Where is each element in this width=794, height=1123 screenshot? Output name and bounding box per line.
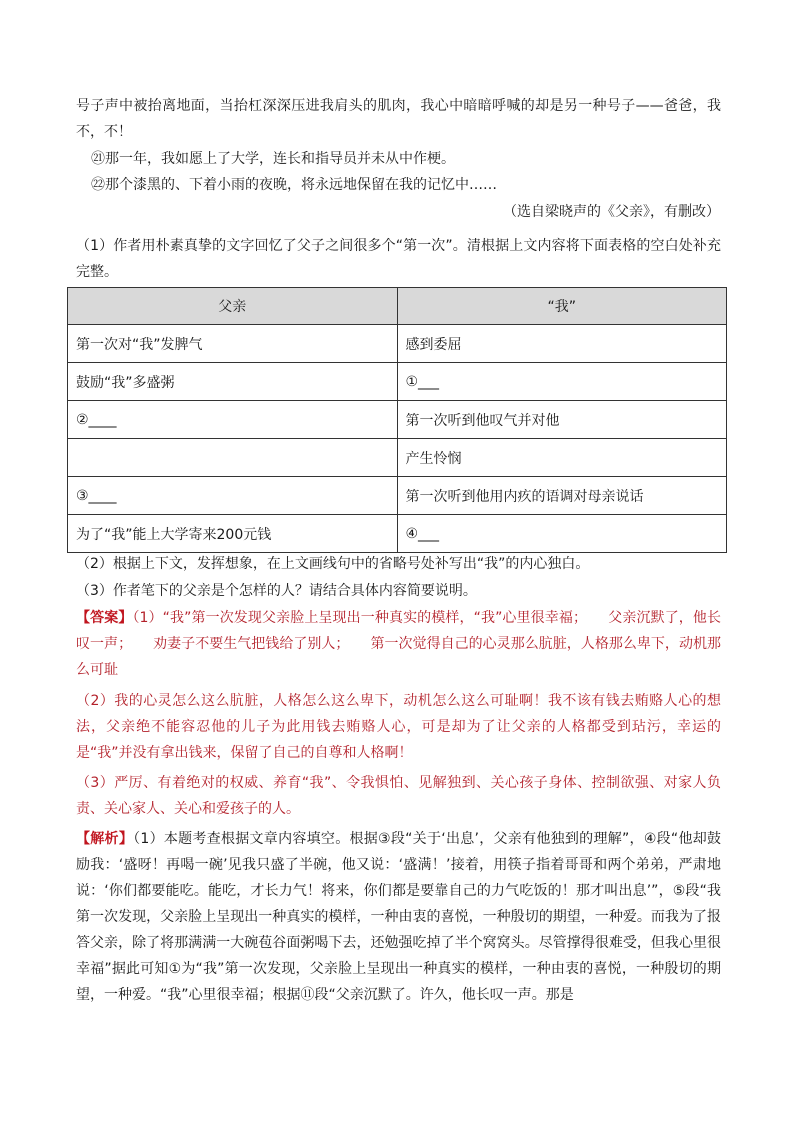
table-cell: ③____ — [68, 477, 398, 515]
table-header-row — [68, 288, 727, 325]
table-row — [68, 325, 727, 363]
answer-part-3: （3）严厉、有着绝对的权威、养育“我”、令我惧怕、见解独到、关心孩子身体、控制欲强、对家人负责、关心家人、关心和爱孩子的人。 — [76, 775, 721, 817]
table-cell: ①___ — [397, 363, 727, 401]
header-father: 父亲 — [68, 288, 398, 325]
table-row — [68, 401, 727, 439]
table-row — [68, 515, 727, 553]
table-cell: 感到委屈 — [397, 325, 727, 363]
table-cell: 产生怜悯 — [397, 439, 727, 477]
answer-part-2: （2）我的心灵怎么这么肮脏，人格怎么这么卑下，动机怎么这么可耻啊！我不该有钱去贿赂人心的想法，父亲绝不能容忍他的儿子为此用钱去贿赂人心，可是却为了让父亲的人格都受到玷污，幸运的是“我”并没有拿出钱来，保留了自己的自尊和人格啊！ — [76, 693, 721, 761]
table-cell: 第一次听到他叹气并对他 — [397, 401, 727, 439]
table-row — [68, 363, 727, 401]
analysis-block — [76, 826, 721, 1008]
question-1: （1）作者用朴素真挚的文字回忆了父子之间很多个“第一次”。清根据上文内容将下面表格的空白处补充完整。 — [76, 238, 721, 280]
passage-line: 号子声中被抬离地面，当抬杠深深压进我肩头的肌肉，我心中暗暗呼喊的却是另一种号子——爸爸，我不，不！ — [76, 98, 721, 140]
table-row — [68, 439, 727, 477]
table-row — [68, 477, 727, 515]
answer-block — [76, 605, 721, 683]
table-cell — [68, 439, 398, 477]
table-cell: 第一次听到他用内疚的语调对母亲说话 — [397, 477, 727, 515]
passage-paragraph-22: ㉒那个漆黑的、下着小雨的夜晚，将永远地保留在我的记忆中…… — [91, 177, 497, 193]
table-cell: 第一次对“我”发脾气 — [68, 325, 398, 363]
table-cell: 鼓励“我”多盛粥 — [68, 363, 398, 401]
table-cell: ②____ — [68, 401, 398, 439]
table-cell: ④___ — [397, 515, 727, 553]
table-cell: 为了“我”能上大学寄来200元钱 — [68, 515, 398, 553]
question-3: （3）作者笔下的父亲是个怎样的人？请结合具体内容简要说明。 — [76, 583, 477, 599]
passage-source: （选自梁晓声的《父亲》，有删改） — [503, 204, 720, 220]
answer-label: 【答案】 — [76, 610, 133, 626]
header-me: “我” — [397, 288, 727, 325]
first-times-table — [67, 287, 727, 553]
passage-paragraph-21: ㉑那一年，我如愿上了大学，连长和指导员并未从中作梗。 — [91, 151, 455, 167]
answer-part-1: （1）“我”第一次发现父亲脸上呈现出一种真实的模样，“我”心里很幸福； 父亲沉默了，他长叹一声； 劝妻子不要生气把钱给了别人； 第一次觉得自己的心灵那么肮脏，人格那么卑下，动机那么可耻 — [76, 610, 722, 678]
analysis-text: （1）本题考查根据文章内容填空。根据③段“关于‘出息’，父亲有他独到的理解”，④段“他却鼓励我：‘盛呀！再喝一碗’见我只盛了半碗，他又说：‘盛满！’接着，用筷子指着哥哥和两个弟弟，严肃地说：‘你们都要能吃。能吃，才长力气！将来，你们都是要靠自己的力气吃饭的！那才叫出息’”，⑤段“我第一次发现，父亲脸上呈现出一种真实的模样，一种由衷的喜悦，一种殷切的期望，一种爱。而我为了报答父亲，除了将那满满一大碗苞谷面粥喝下去，还勉强吃掉了半个窝窝头。尽管撑得很难受，但我心里很幸福”据此可知①为“我”第一次发现，父亲脸上呈现出一种真实的模样，一种由衷的喜悦，一种殷切的期望，一种爱。“我”心里很幸福；根据⑪段“父亲沉默了。许久，他长叹一声。那是 — [76, 831, 722, 1003]
analysis-label: 【解析】 — [76, 831, 134, 847]
question-2: （2）根据上下文，发挥想象，在上文画线句中的省略号处补写出“我”的内心独白。 — [76, 556, 590, 572]
